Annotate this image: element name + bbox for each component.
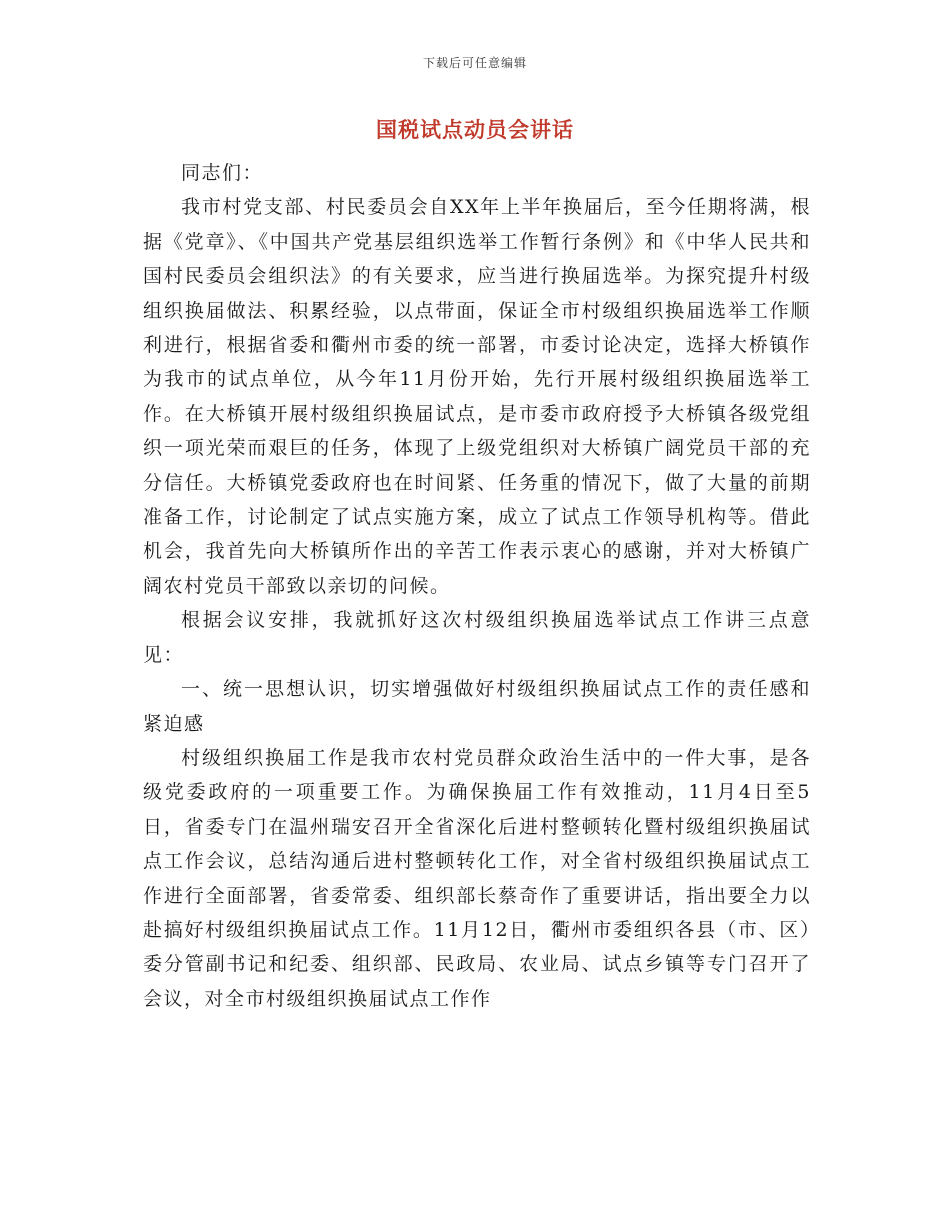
body-paragraph-2: 根据会议安排，我就抓好这次村级组织换届选举试点工作讲三点意见：: [143, 609, 811, 666]
body-paragraph-1: 我市村党支部、村民委员会自XX年上半年换届后，至今任期将满，根据《党章》、《中国共产党基层组织选举工作暂行条例》和《中华人民共和国村民委员会组织法》的有关要求，应当进行换届选举。为探究提升村级组织换届做法、积累经验，以点带面，保证全市村级组织换届选举工作顺利进行，根据省委和衢州市委的统一部署，市委讨论决定，选择大桥镇作为我市的试点单位，从今年11月份开始，先行开展村级组织换届选举工作。在大桥镇开展村级组织换届试点，是市委市政府授予大桥镇各级党组织一项光荣而艰巨的任务，体现了上级党组织对大桥镇广阔党员干部的充分信任。大桥镇党委政府也在时间紧、任务重的情况下，做了大量的前期准备工作，讨论制定了试点实施方案，成立了试点工作领导机构等。借此机会，我首先向大桥镇所作出的辛苦工作表示衷心的感谢，并对大桥镇广阔农村党员干部致以亲切的问候。: [143, 196, 811, 597]
document-title: 国税试点动员会讲话: [376, 117, 574, 142]
body-paragraph-3: 村级组织换届工作是我市农村党员群众政治生活中的一件大事，是各级党委政府的一项重要工作。为确保换届工作有效推动，11月4日至5日，省委专门在温州瑞安召开全省深化后进村整顿转化暨村级组织换届试点工作会议，总结沟通后进村整顿转化工作，对全省村级组织换届试点工作进行全面部署，省委常委、组织部长蔡奇作了重要讲话，指出要全力以赴搞好村级组织换届试点工作。11月12日，衢州市委组织各县（市、区）委分管副书记和纪委、组织部、民政局、农业局、试点乡镇等专门召开了会议，对全市村级组织换届试点工作作: [143, 746, 811, 1010]
greeting-paragraph: 同志们：: [181, 162, 264, 184]
document-body: [143, 156, 811, 1016]
section-heading-1: 一、统一思想认识，切实增强做好村级组织换届试点工作的责任感和紧迫感: [143, 678, 811, 735]
header-note: 下载后可任意编辑: [422, 56, 527, 70]
